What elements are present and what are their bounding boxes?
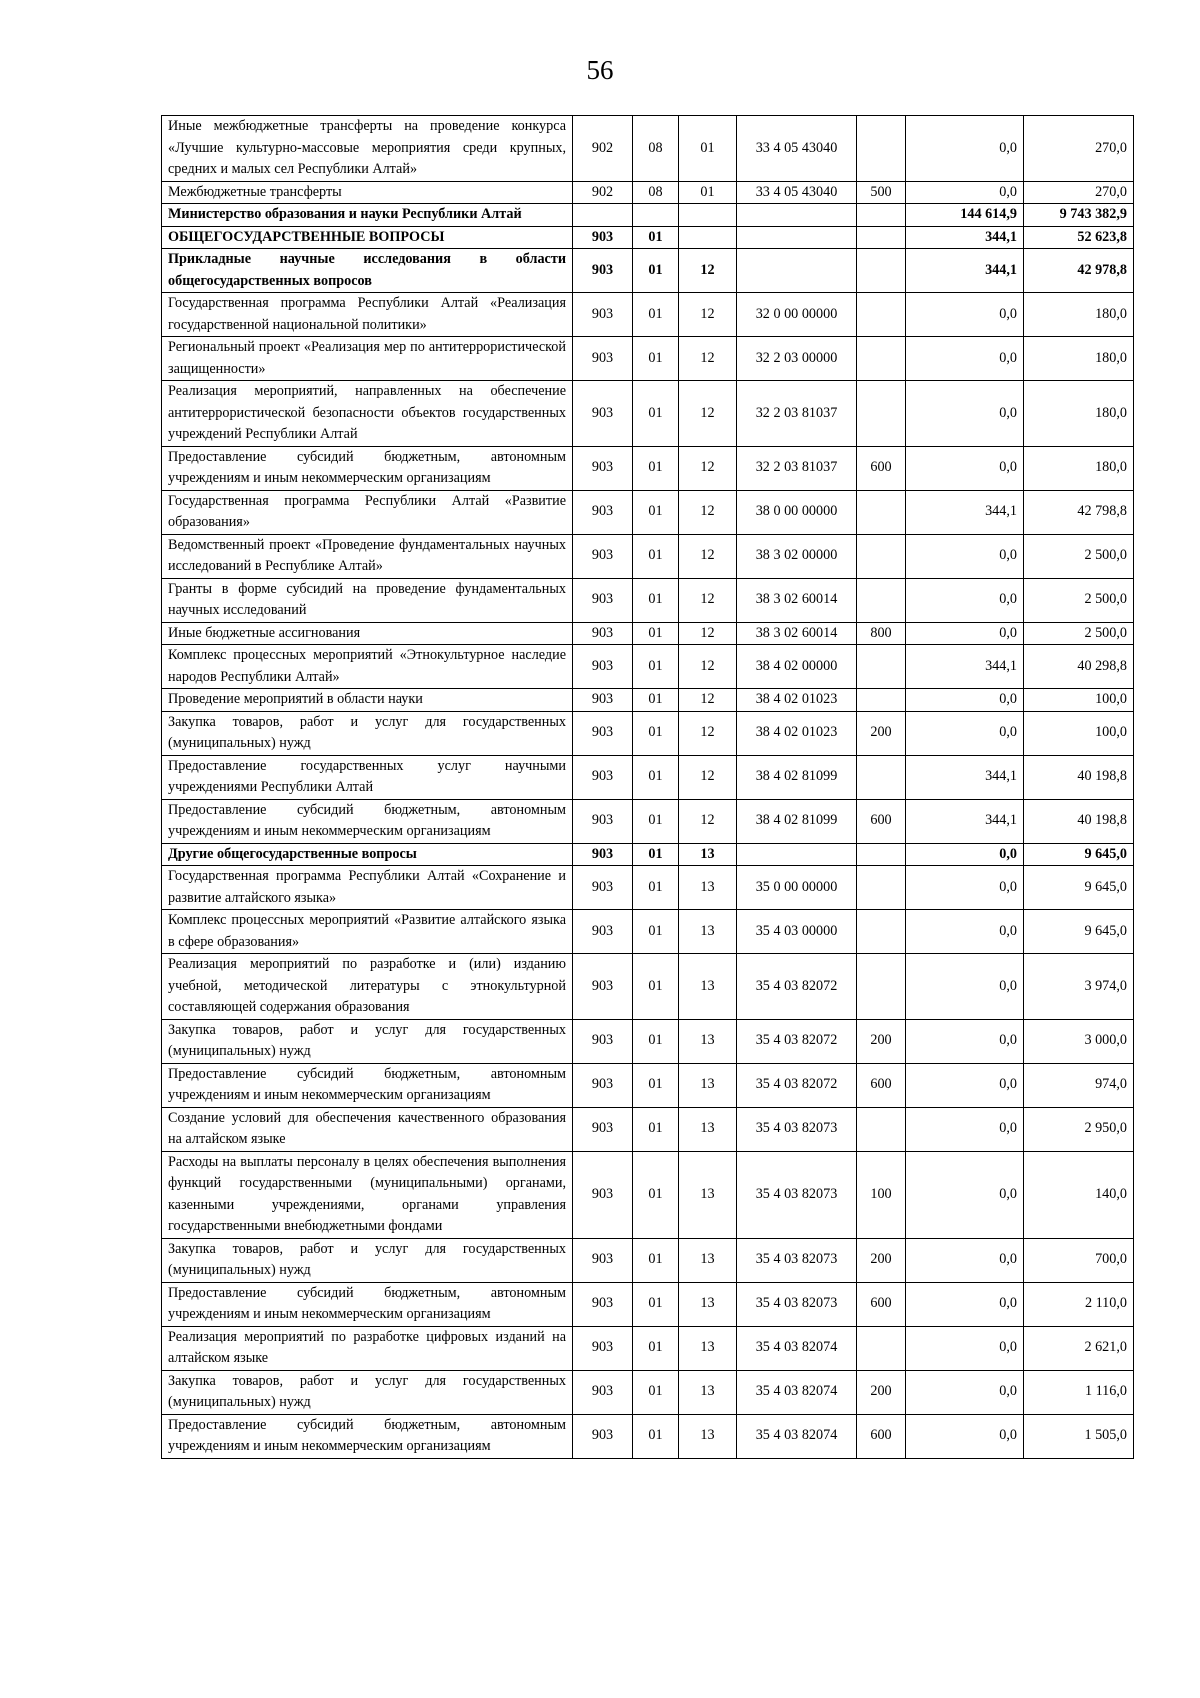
section-code-cell: 01 (633, 1063, 679, 1107)
amount-2-cell: 180,0 (1024, 446, 1134, 490)
row-name-cell: Закупка товаров, работ и услуг для государственных (муниципальных) нужд (162, 1019, 573, 1063)
expense-type-cell (857, 578, 906, 622)
target-article-cell (737, 204, 857, 227)
expense-type-cell: 600 (857, 1282, 906, 1326)
section-code-cell: 01 (633, 843, 679, 866)
row-name-cell: Иные межбюджетные трансферты на проведение конкурса «Лучшие культурно-массовые мероприятия среди крупных, средних и малых сел Республики Алтай» (162, 116, 573, 182)
section-code-cell: 01 (633, 1414, 679, 1458)
ministry-code-cell: 903 (573, 293, 633, 337)
subsection-code-cell: 13 (679, 1326, 737, 1370)
ministry-code-cell: 903 (573, 799, 633, 843)
row-name-cell: Предоставление субсидий бюджетным, автономным учреждениям и иным некоммерческим организациям (162, 799, 573, 843)
target-article-cell: 38 4 02 01023 (737, 711, 857, 755)
amount-1-cell: 0,0 (906, 866, 1024, 910)
expense-type-cell (857, 490, 906, 534)
row-name-cell: Предоставление субсидий бюджетным, автономным учреждениям и иным некоммерческим организациям (162, 1063, 573, 1107)
expense-type-cell (857, 645, 906, 689)
section-code-cell: 01 (633, 1326, 679, 1370)
row-name-cell: Реализация мероприятий по разработке цифровых изданий на алтайском языке (162, 1326, 573, 1370)
amount-2-cell: 2 500,0 (1024, 534, 1134, 578)
amount-2-cell: 974,0 (1024, 1063, 1134, 1107)
table-row (162, 689, 1134, 712)
subsection-code-cell: 13 (679, 1238, 737, 1282)
subsection-code-cell: 12 (679, 645, 737, 689)
subsection-code-cell: 12 (679, 534, 737, 578)
subsection-code-cell: 12 (679, 711, 737, 755)
expense-type-cell (857, 954, 906, 1020)
ministry-code-cell: 903 (573, 1019, 633, 1063)
section-code-cell: 01 (633, 381, 679, 447)
section-code-cell: 01 (633, 954, 679, 1020)
subsection-code-cell: 01 (679, 116, 737, 182)
amount-1-cell: 0,0 (906, 337, 1024, 381)
amount-2-cell: 2 621,0 (1024, 1326, 1134, 1370)
subsection-code-cell: 12 (679, 799, 737, 843)
amount-1-cell: 0,0 (906, 181, 1024, 204)
subsection-code-cell: 13 (679, 1370, 737, 1414)
section-code-cell: 01 (633, 1370, 679, 1414)
section-code-cell: 01 (633, 645, 679, 689)
target-article-cell: 33 4 05 43040 (737, 116, 857, 182)
subsection-code-cell: 13 (679, 1282, 737, 1326)
section-code-cell: 01 (633, 689, 679, 712)
expense-type-cell: 800 (857, 622, 906, 645)
subsection-code-cell: 01 (679, 181, 737, 204)
table-row (162, 249, 1134, 293)
subsection-code-cell: 12 (679, 755, 737, 799)
ministry-code-cell: 903 (573, 843, 633, 866)
subsection-code-cell: 13 (679, 910, 737, 954)
amount-1-cell: 344,1 (906, 799, 1024, 843)
target-article-cell: 32 2 03 00000 (737, 337, 857, 381)
row-name-cell: Реализация мероприятий по разработке и (или) изданию учебной, методической литературы с этнокультурной составляющей содержания образования (162, 954, 573, 1020)
target-article-cell: 35 4 03 82073 (737, 1107, 857, 1151)
expense-type-cell: 600 (857, 1063, 906, 1107)
subsection-code-cell: 12 (679, 446, 737, 490)
table-row (162, 622, 1134, 645)
amount-1-cell: 344,1 (906, 490, 1024, 534)
ministry-code-cell: 903 (573, 689, 633, 712)
expense-type-cell (857, 337, 906, 381)
target-article-cell: 33 4 05 43040 (737, 181, 857, 204)
target-article-cell: 38 3 02 60014 (737, 578, 857, 622)
target-article-cell (737, 249, 857, 293)
subsection-code-cell: 12 (679, 622, 737, 645)
table-row (162, 1019, 1134, 1063)
subsection-code-cell: 13 (679, 1063, 737, 1107)
row-name-cell: Закупка товаров, работ и услуг для государственных (муниципальных) нужд (162, 1238, 573, 1282)
amount-2-cell: 2 950,0 (1024, 1107, 1134, 1151)
target-article-cell: 38 4 02 81099 (737, 755, 857, 799)
target-article-cell: 35 4 03 82073 (737, 1151, 857, 1238)
table-row (162, 910, 1134, 954)
amount-1-cell: 0,0 (906, 381, 1024, 447)
section-code-cell: 01 (633, 249, 679, 293)
row-name-cell: ОБЩЕГОСУДАРСТВЕННЫЕ ВОПРОСЫ (162, 226, 573, 249)
table-row (162, 645, 1134, 689)
target-article-cell: 35 4 03 82074 (737, 1370, 857, 1414)
amount-2-cell: 9 743 382,9 (1024, 204, 1134, 227)
table-row (162, 293, 1134, 337)
subsection-code-cell: 13 (679, 1151, 737, 1238)
ministry-code-cell: 903 (573, 1326, 633, 1370)
ministry-code-cell: 903 (573, 249, 633, 293)
table-row (162, 1151, 1134, 1238)
amount-2-cell: 2 500,0 (1024, 622, 1134, 645)
section-code-cell: 01 (633, 711, 679, 755)
section-code-cell: 01 (633, 799, 679, 843)
ministry-code-cell: 902 (573, 116, 633, 182)
ministry-code-cell: 903 (573, 866, 633, 910)
amount-2-cell: 3 000,0 (1024, 1019, 1134, 1063)
table-row (162, 490, 1134, 534)
table-row (162, 1238, 1134, 1282)
row-name-cell: Предоставление субсидий бюджетным, автономным учреждениям и иным некоммерческим организациям (162, 446, 573, 490)
target-article-cell: 35 4 03 00000 (737, 910, 857, 954)
amount-2-cell: 42 978,8 (1024, 249, 1134, 293)
expense-type-cell: 600 (857, 446, 906, 490)
amount-1-cell: 0,0 (906, 1370, 1024, 1414)
row-name-cell: Государственная программа Республики Алтай «Развитие образования» (162, 490, 573, 534)
ministry-code-cell: 903 (573, 910, 633, 954)
section-code-cell: 01 (633, 1282, 679, 1326)
section-code-cell: 08 (633, 181, 679, 204)
amount-1-cell: 0,0 (906, 1107, 1024, 1151)
amount-2-cell: 180,0 (1024, 381, 1134, 447)
expense-type-cell: 500 (857, 181, 906, 204)
row-name-cell: Закупка товаров, работ и услуг для государственных (муниципальных) нужд (162, 711, 573, 755)
expense-type-cell (857, 381, 906, 447)
row-name-cell: Ведомственный проект «Проведение фундаментальных научных исследований в Республике Алтай» (162, 534, 573, 578)
table-row (162, 1370, 1134, 1414)
amount-1-cell: 0,0 (906, 446, 1024, 490)
amount-1-cell: 0,0 (906, 1063, 1024, 1107)
target-article-cell: 35 0 00 00000 (737, 866, 857, 910)
amount-1-cell: 0,0 (906, 1019, 1024, 1063)
ministry-code-cell: 903 (573, 381, 633, 447)
row-name-cell: Реализация мероприятий, направленных на обеспечение антитеррористической безопасности объектов государственных учреждений Республики Алтай (162, 381, 573, 447)
section-code-cell: 01 (633, 755, 679, 799)
ministry-code-cell: 903 (573, 954, 633, 1020)
amount-1-cell: 0,0 (906, 293, 1024, 337)
target-article-cell: 32 0 00 00000 (737, 293, 857, 337)
row-name-cell: Региональный проект «Реализация мер по антитеррористической защищенности» (162, 337, 573, 381)
amount-1-cell: 0,0 (906, 1326, 1024, 1370)
ministry-code-cell: 903 (573, 622, 633, 645)
subsection-code-cell: 12 (679, 578, 737, 622)
ministry-code-cell: 903 (573, 645, 633, 689)
row-name-cell: Предоставление субсидий бюджетным, автономным учреждениям и иным некоммерческим организациям (162, 1282, 573, 1326)
amount-2-cell: 9 645,0 (1024, 910, 1134, 954)
amount-2-cell: 270,0 (1024, 116, 1134, 182)
table-row (162, 954, 1134, 1020)
row-name-cell: Межбюджетные трансферты (162, 181, 573, 204)
table-row (162, 204, 1134, 227)
subsection-code-cell: 13 (679, 1107, 737, 1151)
target-article-cell: 38 3 02 60014 (737, 622, 857, 645)
section-code-cell: 08 (633, 116, 679, 182)
expense-type-cell (857, 116, 906, 182)
expense-type-cell (857, 293, 906, 337)
subsection-code-cell: 12 (679, 293, 737, 337)
section-code-cell: 01 (633, 622, 679, 645)
target-article-cell: 38 4 02 81099 (737, 799, 857, 843)
section-code-cell: 01 (633, 910, 679, 954)
table-row (162, 711, 1134, 755)
amount-2-cell: 100,0 (1024, 711, 1134, 755)
table-row (162, 381, 1134, 447)
section-code-cell: 01 (633, 1107, 679, 1151)
table-row (162, 1414, 1134, 1458)
target-article-cell: 32 2 03 81037 (737, 381, 857, 447)
amount-1-cell: 0,0 (906, 116, 1024, 182)
amount-2-cell: 9 645,0 (1024, 843, 1134, 866)
amount-1-cell: 344,1 (906, 249, 1024, 293)
ministry-code-cell: 903 (573, 1151, 633, 1238)
expense-type-cell: 200 (857, 1238, 906, 1282)
row-name-cell: Государственная программа Республики Алтай «Реализация государственной национальной политики» (162, 293, 573, 337)
target-article-cell: 38 4 02 00000 (737, 645, 857, 689)
amount-2-cell: 700,0 (1024, 1238, 1134, 1282)
table-row (162, 1107, 1134, 1151)
amount-2-cell: 180,0 (1024, 293, 1134, 337)
amount-1-cell: 0,0 (906, 622, 1024, 645)
ministry-code-cell: 903 (573, 1414, 633, 1458)
row-name-cell: Комплекс процессных мероприятий «Этнокультурное наследие народов Республики Алтай» (162, 645, 573, 689)
section-code-cell: 01 (633, 490, 679, 534)
amount-1-cell: 0,0 (906, 1151, 1024, 1238)
target-article-cell: 32 2 03 81037 (737, 446, 857, 490)
table-row (162, 1282, 1134, 1326)
amount-2-cell: 40 298,8 (1024, 645, 1134, 689)
ministry-code-cell: 903 (573, 534, 633, 578)
amount-2-cell: 1 505,0 (1024, 1414, 1134, 1458)
table-row (162, 1063, 1134, 1107)
subsection-code-cell (679, 204, 737, 227)
row-name-cell: Другие общегосударственные вопросы (162, 843, 573, 866)
target-article-cell: 35 4 03 82072 (737, 1063, 857, 1107)
section-code-cell: 01 (633, 1151, 679, 1238)
expense-type-cell (857, 249, 906, 293)
ministry-code-cell: 903 (573, 1282, 633, 1326)
subsection-code-cell: 12 (679, 381, 737, 447)
table-row (162, 446, 1134, 490)
table-row (162, 755, 1134, 799)
target-article-cell: 38 4 02 01023 (737, 689, 857, 712)
ministry-code-cell: 903 (573, 711, 633, 755)
amount-2-cell: 9 645,0 (1024, 866, 1134, 910)
section-code-cell: 01 (633, 1019, 679, 1063)
expense-type-cell: 100 (857, 1151, 906, 1238)
ministry-code-cell: 903 (573, 1107, 633, 1151)
ministry-code-cell: 903 (573, 578, 633, 622)
row-name-cell: Комплекс процессных мероприятий «Развитие алтайского языка в сфере образования» (162, 910, 573, 954)
amount-2-cell: 2 110,0 (1024, 1282, 1134, 1326)
amount-1-cell: 0,0 (906, 689, 1024, 712)
expense-type-cell (857, 226, 906, 249)
page-number: 56 (586, 55, 614, 85)
target-article-cell: 35 4 03 82074 (737, 1414, 857, 1458)
expense-type-cell: 200 (857, 711, 906, 755)
ministry-code-cell: 903 (573, 226, 633, 249)
subsection-code-cell: 12 (679, 249, 737, 293)
amount-2-cell: 42 798,8 (1024, 490, 1134, 534)
budget-table (161, 115, 1134, 1459)
amount-1-cell: 0,0 (906, 711, 1024, 755)
amount-2-cell: 52 623,8 (1024, 226, 1134, 249)
expense-type-cell (857, 843, 906, 866)
expense-type-cell (857, 866, 906, 910)
amount-1-cell: 0,0 (906, 954, 1024, 1020)
table-row (162, 799, 1134, 843)
amount-2-cell: 40 198,8 (1024, 799, 1134, 843)
table-row (162, 534, 1134, 578)
amount-1-cell: 144 614,9 (906, 204, 1024, 227)
section-code-cell: 01 (633, 337, 679, 381)
amount-2-cell: 2 500,0 (1024, 578, 1134, 622)
section-code-cell: 01 (633, 293, 679, 337)
section-code-cell: 01 (633, 226, 679, 249)
amount-1-cell: 344,1 (906, 226, 1024, 249)
table-body (162, 116, 1134, 1459)
subsection-code-cell: 12 (679, 689, 737, 712)
section-code-cell: 01 (633, 534, 679, 578)
amount-1-cell: 344,1 (906, 645, 1024, 689)
table-row (162, 578, 1134, 622)
row-name-cell: Предоставление субсидий бюджетным, автономным учреждениям и иным некоммерческим организациям (162, 1414, 573, 1458)
target-article-cell: 38 3 02 00000 (737, 534, 857, 578)
ministry-code-cell: 903 (573, 755, 633, 799)
ministry-code-cell: 903 (573, 1370, 633, 1414)
table-row (162, 116, 1134, 182)
expense-type-cell: 600 (857, 799, 906, 843)
amount-2-cell: 40 198,8 (1024, 755, 1134, 799)
row-name-cell: Гранты в форме субсидий на проведение фундаментальных научных исследований (162, 578, 573, 622)
amount-2-cell: 140,0 (1024, 1151, 1134, 1238)
expense-type-cell (857, 1326, 906, 1370)
section-code-cell (633, 204, 679, 227)
ministry-code-cell: 903 (573, 1063, 633, 1107)
amount-2-cell: 3 974,0 (1024, 954, 1134, 1020)
subsection-code-cell: 12 (679, 337, 737, 381)
row-name-cell: Государственная программа Республики Алтай «Сохранение и развитие алтайского языка» (162, 866, 573, 910)
amount-2-cell: 1 116,0 (1024, 1370, 1134, 1414)
amount-1-cell: 0,0 (906, 1238, 1024, 1282)
expense-type-cell: 200 (857, 1370, 906, 1414)
subsection-code-cell: 13 (679, 954, 737, 1020)
target-article-cell: 35 4 03 82072 (737, 954, 857, 1020)
amount-1-cell: 0,0 (906, 534, 1024, 578)
amount-2-cell: 180,0 (1024, 337, 1134, 381)
subsection-code-cell: 12 (679, 490, 737, 534)
expense-type-cell: 600 (857, 1414, 906, 1458)
amount-1-cell: 0,0 (906, 843, 1024, 866)
section-code-cell: 01 (633, 866, 679, 910)
ministry-code-cell: 902 (573, 181, 633, 204)
ministry-code-cell: 903 (573, 490, 633, 534)
amount-1-cell: 0,0 (906, 1282, 1024, 1326)
subsection-code-cell (679, 226, 737, 249)
row-name-cell: Иные бюджетные ассигнования (162, 622, 573, 645)
table-row (162, 843, 1134, 866)
row-name-cell: Создание условий для обеспечения качественного образования на алтайском языке (162, 1107, 573, 1151)
subsection-code-cell: 13 (679, 866, 737, 910)
target-article-cell: 35 4 03 82072 (737, 1019, 857, 1063)
expense-type-cell (857, 204, 906, 227)
table-row (162, 226, 1134, 249)
table-row (162, 1326, 1134, 1370)
section-code-cell: 01 (633, 578, 679, 622)
subsection-code-cell: 13 (679, 843, 737, 866)
ministry-code-cell: 903 (573, 446, 633, 490)
table-row (162, 337, 1134, 381)
ministry-code-cell (573, 204, 633, 227)
amount-2-cell: 100,0 (1024, 689, 1134, 712)
row-name-cell: Прикладные научные исследования в области общегосударственных вопросов (162, 249, 573, 293)
section-code-cell: 01 (633, 1238, 679, 1282)
expense-type-cell (857, 755, 906, 799)
amount-1-cell: 0,0 (906, 910, 1024, 954)
table-row (162, 181, 1134, 204)
target-article-cell: 35 4 03 82073 (737, 1282, 857, 1326)
row-name-cell: Министерство образования и науки Республики Алтай (162, 204, 573, 227)
expense-type-cell (857, 534, 906, 578)
amount-2-cell: 270,0 (1024, 181, 1134, 204)
target-article-cell (737, 843, 857, 866)
target-article-cell: 35 4 03 82074 (737, 1326, 857, 1370)
expense-type-cell: 200 (857, 1019, 906, 1063)
ministry-code-cell: 903 (573, 1238, 633, 1282)
row-name-cell: Проведение мероприятий в области науки (162, 689, 573, 712)
amount-1-cell: 344,1 (906, 755, 1024, 799)
target-article-cell (737, 226, 857, 249)
section-code-cell: 01 (633, 446, 679, 490)
amount-1-cell: 0,0 (906, 578, 1024, 622)
ministry-code-cell: 903 (573, 337, 633, 381)
amount-1-cell: 0,0 (906, 1414, 1024, 1458)
target-article-cell: 35 4 03 82073 (737, 1238, 857, 1282)
row-name-cell: Закупка товаров, работ и услуг для государственных (муниципальных) нужд (162, 1370, 573, 1414)
target-article-cell: 38 0 00 00000 (737, 490, 857, 534)
expense-type-cell (857, 910, 906, 954)
expense-type-cell (857, 689, 906, 712)
table-row (162, 866, 1134, 910)
expense-type-cell (857, 1107, 906, 1151)
row-name-cell: Предоставление государственных услуг научными учреждениями Республики Алтай (162, 755, 573, 799)
subsection-code-cell: 13 (679, 1414, 737, 1458)
row-name-cell: Расходы на выплаты персоналу в целях обеспечения выполнения функций государственными (муниципальными) органами, казенными учреждениями, органами управления государственными внебюджетными фондами (162, 1151, 573, 1238)
subsection-code-cell: 13 (679, 1019, 737, 1063)
